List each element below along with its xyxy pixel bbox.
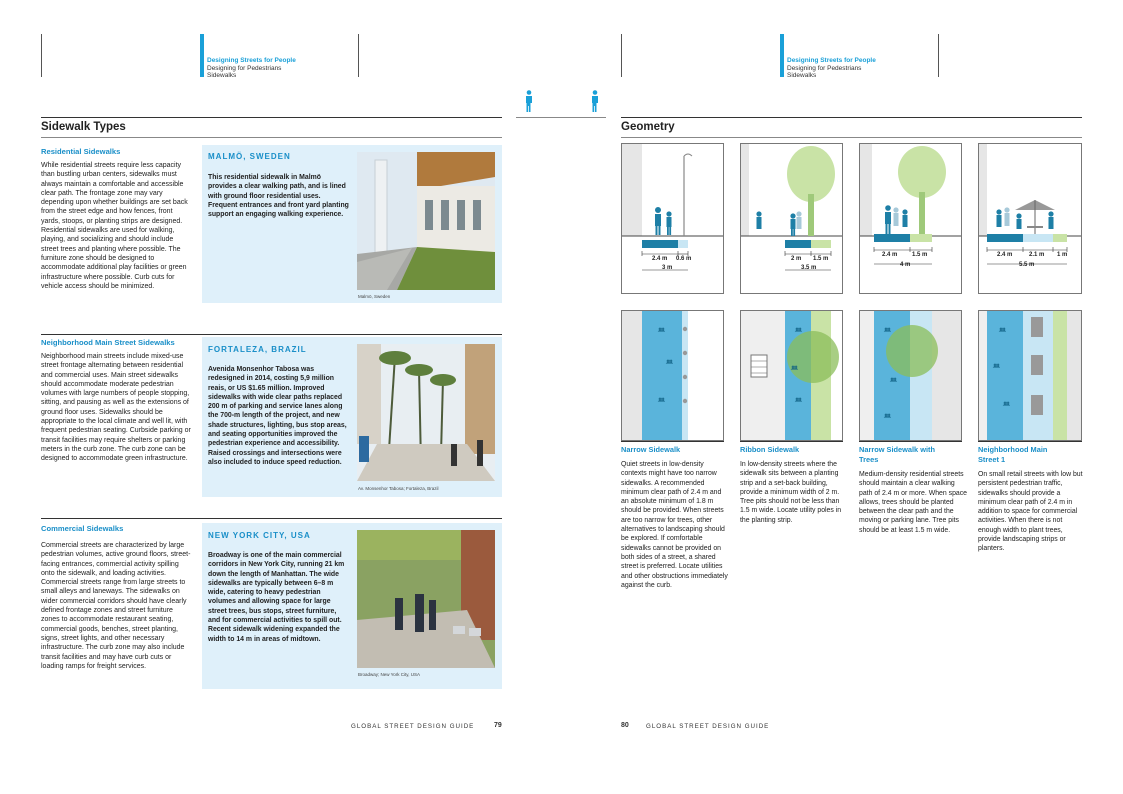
- svg-text:ᚙ: ᚙ: [658, 399, 665, 405]
- column-text: In low-density streets where the sidewalk sits between a planting strip and a set-back building, provide a minimum width of 2 m. Tree pits should not be less than 1.5 m wide. Locate utility poles in the planting strip.: [740, 461, 842, 524]
- page-title: Sidewalk Types: [41, 121, 126, 133]
- section-body: Neighborhood main streets include mixed-use street frontage alternating between residential and commercial uses. Main street sidewalks should accommodate moderate pedestrian volumes with large numbers of people stopping, sitting, and pausing as well as the extensions of ground floor uses. Sidewalks should be appropriate to the local climate and well lit, with frequent pedestrian seating. Curbside parking or transit facilities may require shelters or parking meters in the curb zone. The curb zone can be designed to accommodate green infrastructure.: [41, 353, 191, 463]
- header-accent-bar: [200, 34, 204, 77]
- section-diagram: [740, 143, 843, 294]
- page-number: 80: [621, 722, 629, 729]
- dimension-label: 1.5 m: [912, 252, 928, 258]
- header-topic: Sidewalks: [787, 72, 817, 80]
- section-body: While residential streets require less capacity than bustling urban centers, sidewalks must always maintain a comfortable and accessible clear path. The frontage zone may vary depending upon whether buildings are set back from the street edge and how fences, front yards, stoops, or planting strips are designed. Residential sidewalks are used for walking, playing, and socializing and should include street trees and planting where possible. The furniture zone should be designed to accommodate additional play facilities or green infrastructure where possible. Curb cuts for vehicle access should be minimized.: [41, 162, 188, 290]
- case-study-text: Avenida Monsenhor Tabosa was redesigned in 2014, costing 5,9 million reais, or US $1.65 million. Improved sidewalks with wide clear paths replaced 200 m of parking and service lanes along the 700-m length of the project, and new shade structures, lighting, bus stop areas, and seating opportunities improved the pedestrian experience and accessibility. Raised crossings and intersections were also included to induce speed reduction.: [208, 366, 347, 466]
- column-text: Medium-density residential streets should maintain a clear walking path of 2.4 m or more. When space allows, trees should be planted between the clear path and the moving or parking lane. Tree pits should be at least 1.5 m wide.: [859, 471, 968, 534]
- section-rule: [41, 518, 502, 519]
- page-footer: GLOBAL STREET DESIGN GUIDE: [351, 723, 475, 730]
- header-chapter: Designing for Pedestrians: [207, 64, 282, 72]
- left-margin-rule: [41, 34, 42, 77]
- dimension-label: 1.5 m: [813, 256, 829, 262]
- page-title: Geometry: [621, 121, 675, 133]
- section-diagram: [859, 143, 962, 294]
- dimension-label: 2.4 m: [997, 252, 1013, 258]
- header-accent-bar: [780, 34, 784, 77]
- svg-text:ᚙ: ᚙ: [658, 329, 665, 335]
- dimension-total: 3.5 m: [801, 265, 817, 271]
- page-number: 79: [494, 722, 502, 729]
- dimension-label: 2.1 m: [1029, 252, 1045, 258]
- photo-caption: Broadway; New York City, USA: [358, 672, 420, 677]
- section-rule: [41, 334, 502, 335]
- title-rule: [621, 117, 1082, 118]
- section-body: Commercial streets are characterized by large pedestrian volumes, active ground floors, street-facing entrances, commercial activity spilling onto the sidewalk, and loading activities. Commercial streets range from large streets to small alleys and laneways. The sidewalks on wider commercial corridors should have clearly defined frontage zones and street furniture zones to accommodate restaurant seating, commercial goods, benches, street planting, signs, street lights, and other necessary infrastructure. The curb zone may also include transit facilities and may have curb cuts or loading ramps for freight services.: [41, 542, 191, 670]
- gutter-rule: [516, 117, 606, 118]
- dimension-label: 2 m: [791, 256, 802, 262]
- pedestrian-icon: [524, 90, 534, 112]
- running-header: [787, 57, 876, 80]
- section-diagram: [621, 143, 724, 294]
- plan-diagram: [859, 310, 962, 441]
- column-text: Quiet streets in low-density contexts might have too narrow sidewalks. A recommended minimum clear path of 2.4 m and an absolute minimum of 1.8 m should be provided. When streets are too narrow for trees, other alternatives to landscaping should be explored. If comfortable sidewalks cannot be provided on both sides of a street, a shared street is preferred. Locate utilities and other obstructions immediately against the curb.: [621, 461, 728, 589]
- column-rule: [978, 441, 1082, 442]
- photo-malmo: [357, 152, 495, 290]
- svg-text:ᚙ: ᚙ: [884, 415, 891, 421]
- svg-text:ᚙ: ᚙ: [993, 365, 1000, 371]
- photo-caption: Av. Monsenhor Tabosa; Fortaleza, Brazil: [358, 486, 439, 491]
- dimension-total: 3 m: [662, 265, 673, 271]
- dimension-label: 2.4 m: [652, 256, 668, 262]
- column-title: Ribbon Sidewalk: [740, 445, 800, 454]
- title-rule-bottom: [41, 137, 502, 138]
- svg-text:ᚙ: ᚙ: [884, 329, 891, 335]
- case-study-text: This residential sidewalk in Malmö provides a clear walking path, and is lined with ground floor residential uses. Frequent entrances and front yard planting support an engaging walking experience.: [208, 174, 349, 219]
- column-rule: [621, 441, 724, 442]
- dimension-total: 4 m: [900, 262, 911, 268]
- case-study-title: FORTALEZA, BRAZIL: [208, 345, 307, 354]
- column-title: Narrow Sidewalk with Trees: [859, 445, 935, 464]
- svg-text:ᚙ: ᚙ: [795, 399, 802, 405]
- case-study-title: NEW YORK CITY, USA: [208, 531, 311, 540]
- dimension-label: 1 m: [1057, 252, 1068, 258]
- section-heading: Neighborhood Main Street Sidewalks: [41, 338, 175, 347]
- case-study-text: Broadway is one of the main commercial corridors in New York City, running 21 km down the length of Manhattan. The wide sidewalks are typically between 6–8 m wide, catering to heavy pedestrian volumes and allowing space for large street trees, bus stops, street furniture, and for commercial activities to spill out. Recent sidewalk widening expanded the width to 14 m in areas of midtown.: [208, 552, 345, 643]
- column-text: On small retail streets with low but persistent pedestrian traffic, sidewalks should provide a minimum clear path of 2.4 m in addition to space for commercial activities. When there is not enough width to plant trees, provide landscaping strips or planters.: [978, 471, 1083, 553]
- svg-text:ᚙ: ᚙ: [999, 329, 1006, 335]
- dimension-label: 2.4 m: [882, 252, 898, 258]
- section-diagram: [978, 143, 1082, 294]
- column-rule: [859, 441, 962, 442]
- dimension-label: 0.6 m: [676, 256, 692, 262]
- photo-new-york: [357, 530, 495, 668]
- dimension-total: 5.5 m: [1019, 262, 1035, 268]
- pedestrian-icon: [655, 207, 661, 235]
- left-middle-rule: [358, 34, 359, 77]
- page-footer: GLOBAL STREET DESIGN GUIDE: [646, 723, 770, 730]
- running-header: [207, 57, 296, 80]
- plan-diagram: [978, 310, 1082, 441]
- photo-caption: Malmö, Sweden: [358, 294, 391, 299]
- column-title: Neighborhood Main Street 1: [978, 445, 1048, 464]
- svg-text:ᚙ: ᚙ: [1003, 403, 1010, 409]
- title-rule-bottom: [621, 137, 1082, 138]
- pedestrian-icon: [590, 90, 600, 112]
- header-topic: Sidewalks: [207, 72, 237, 80]
- header-section: Designing Streets for People: [207, 57, 296, 64]
- svg-text:ᚙ: ᚙ: [666, 361, 673, 367]
- header-section: Designing Streets for People: [787, 57, 876, 64]
- case-study-title: MALMÖ, SWEDEN: [208, 152, 291, 161]
- svg-text:ᚙ: ᚙ: [791, 367, 798, 373]
- plan-diagram: [740, 310, 843, 441]
- svg-text:ᚙ: ᚙ: [890, 379, 897, 385]
- title-rule: [41, 117, 502, 118]
- photo-fortaleza: [357, 344, 495, 481]
- column-title: Narrow Sidewalk: [621, 445, 681, 454]
- plan-diagram: [621, 310, 724, 441]
- column-rule: [740, 441, 843, 442]
- header-chapter: Designing for Pedestrians: [787, 64, 862, 72]
- section-heading: Commercial Sidewalks: [41, 524, 124, 533]
- right-end-rule: [938, 34, 939, 77]
- right-margin-rule: [621, 34, 622, 77]
- section-heading: Residential Sidewalks: [41, 147, 121, 156]
- svg-text:ᚙ: ᚙ: [795, 329, 802, 335]
